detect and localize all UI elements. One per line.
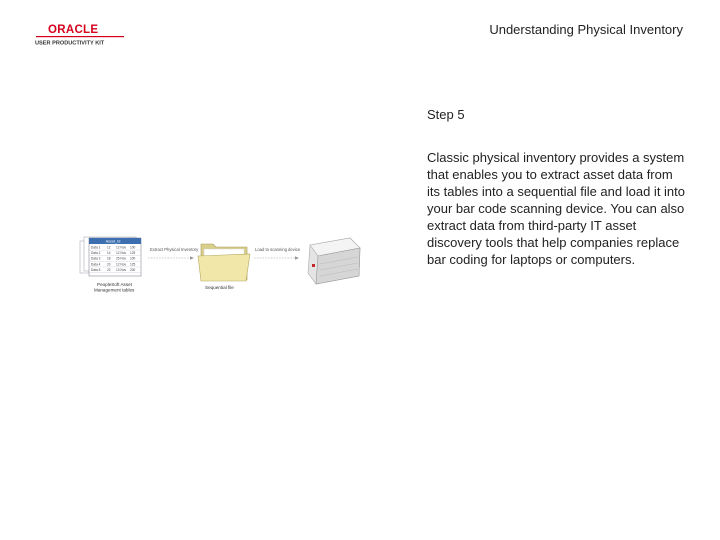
table-cell: 125 bbox=[130, 251, 136, 256]
step-description: Classic physical inventory provides a system that enables you to extract asset data from its tables into a sequential file and load it into your bar code scanning device. You can also extract data from third-party IT asset discovery tools that help companies replace bar coding for laptops or computers. bbox=[427, 150, 686, 267]
table-cell: Data 3 bbox=[91, 256, 101, 261]
arrow1-head bbox=[190, 256, 194, 259]
step-label: Step 5 bbox=[427, 107, 465, 122]
logo-product-text: USER PRODUCTIVITY KIT bbox=[35, 40, 105, 47]
folder-label: Sequential file bbox=[205, 285, 234, 290]
table-cell: 125 bbox=[130, 262, 136, 267]
arrow2-head bbox=[295, 256, 299, 259]
table-cell: 12 bbox=[107, 245, 111, 250]
table-cell: 18 bbox=[107, 256, 111, 261]
table-cell: 12 Nov bbox=[116, 251, 127, 256]
asset-tables-graphic bbox=[80, 237, 141, 276]
arrow2-label: Load to scanning device bbox=[255, 247, 301, 252]
scanning-device-icon bbox=[308, 238, 360, 284]
table-cell: 12 Nov bbox=[116, 245, 127, 250]
folder-icon bbox=[198, 244, 250, 281]
logo-brand-text: ORACLE bbox=[48, 24, 99, 36]
oracle-upk-logo bbox=[34, 22, 126, 48]
table-cell: 20 bbox=[107, 262, 111, 267]
table-cell: 22 bbox=[107, 267, 111, 272]
table-cell: Data 2 bbox=[91, 251, 101, 256]
table-cell: 12 Nov bbox=[116, 262, 127, 267]
table-cell: Data 1 bbox=[91, 245, 101, 250]
table-cell: 25 Nov bbox=[116, 256, 127, 261]
logo-divider bbox=[36, 36, 124, 37]
table-cell: 14 bbox=[107, 251, 111, 256]
table-cell: 200 bbox=[130, 267, 136, 272]
table-cell: Data 4 bbox=[91, 262, 101, 267]
page-title: Understanding Physical Inventory bbox=[489, 22, 683, 37]
table-header-text: Asset_Id bbox=[105, 239, 121, 244]
source-label-line2: Management tables bbox=[94, 287, 135, 293]
table-cell: 100 bbox=[130, 256, 136, 261]
arrow1-label: Extract Physical Inventory bbox=[150, 247, 199, 252]
table-cell: 13 Nov bbox=[116, 267, 127, 272]
table-cell: 100 bbox=[130, 245, 136, 250]
source-label-line1: PeopleSoft Asset bbox=[97, 282, 132, 287]
table-cell: Data 5 bbox=[91, 267, 101, 272]
process-diagram bbox=[80, 228, 365, 298]
